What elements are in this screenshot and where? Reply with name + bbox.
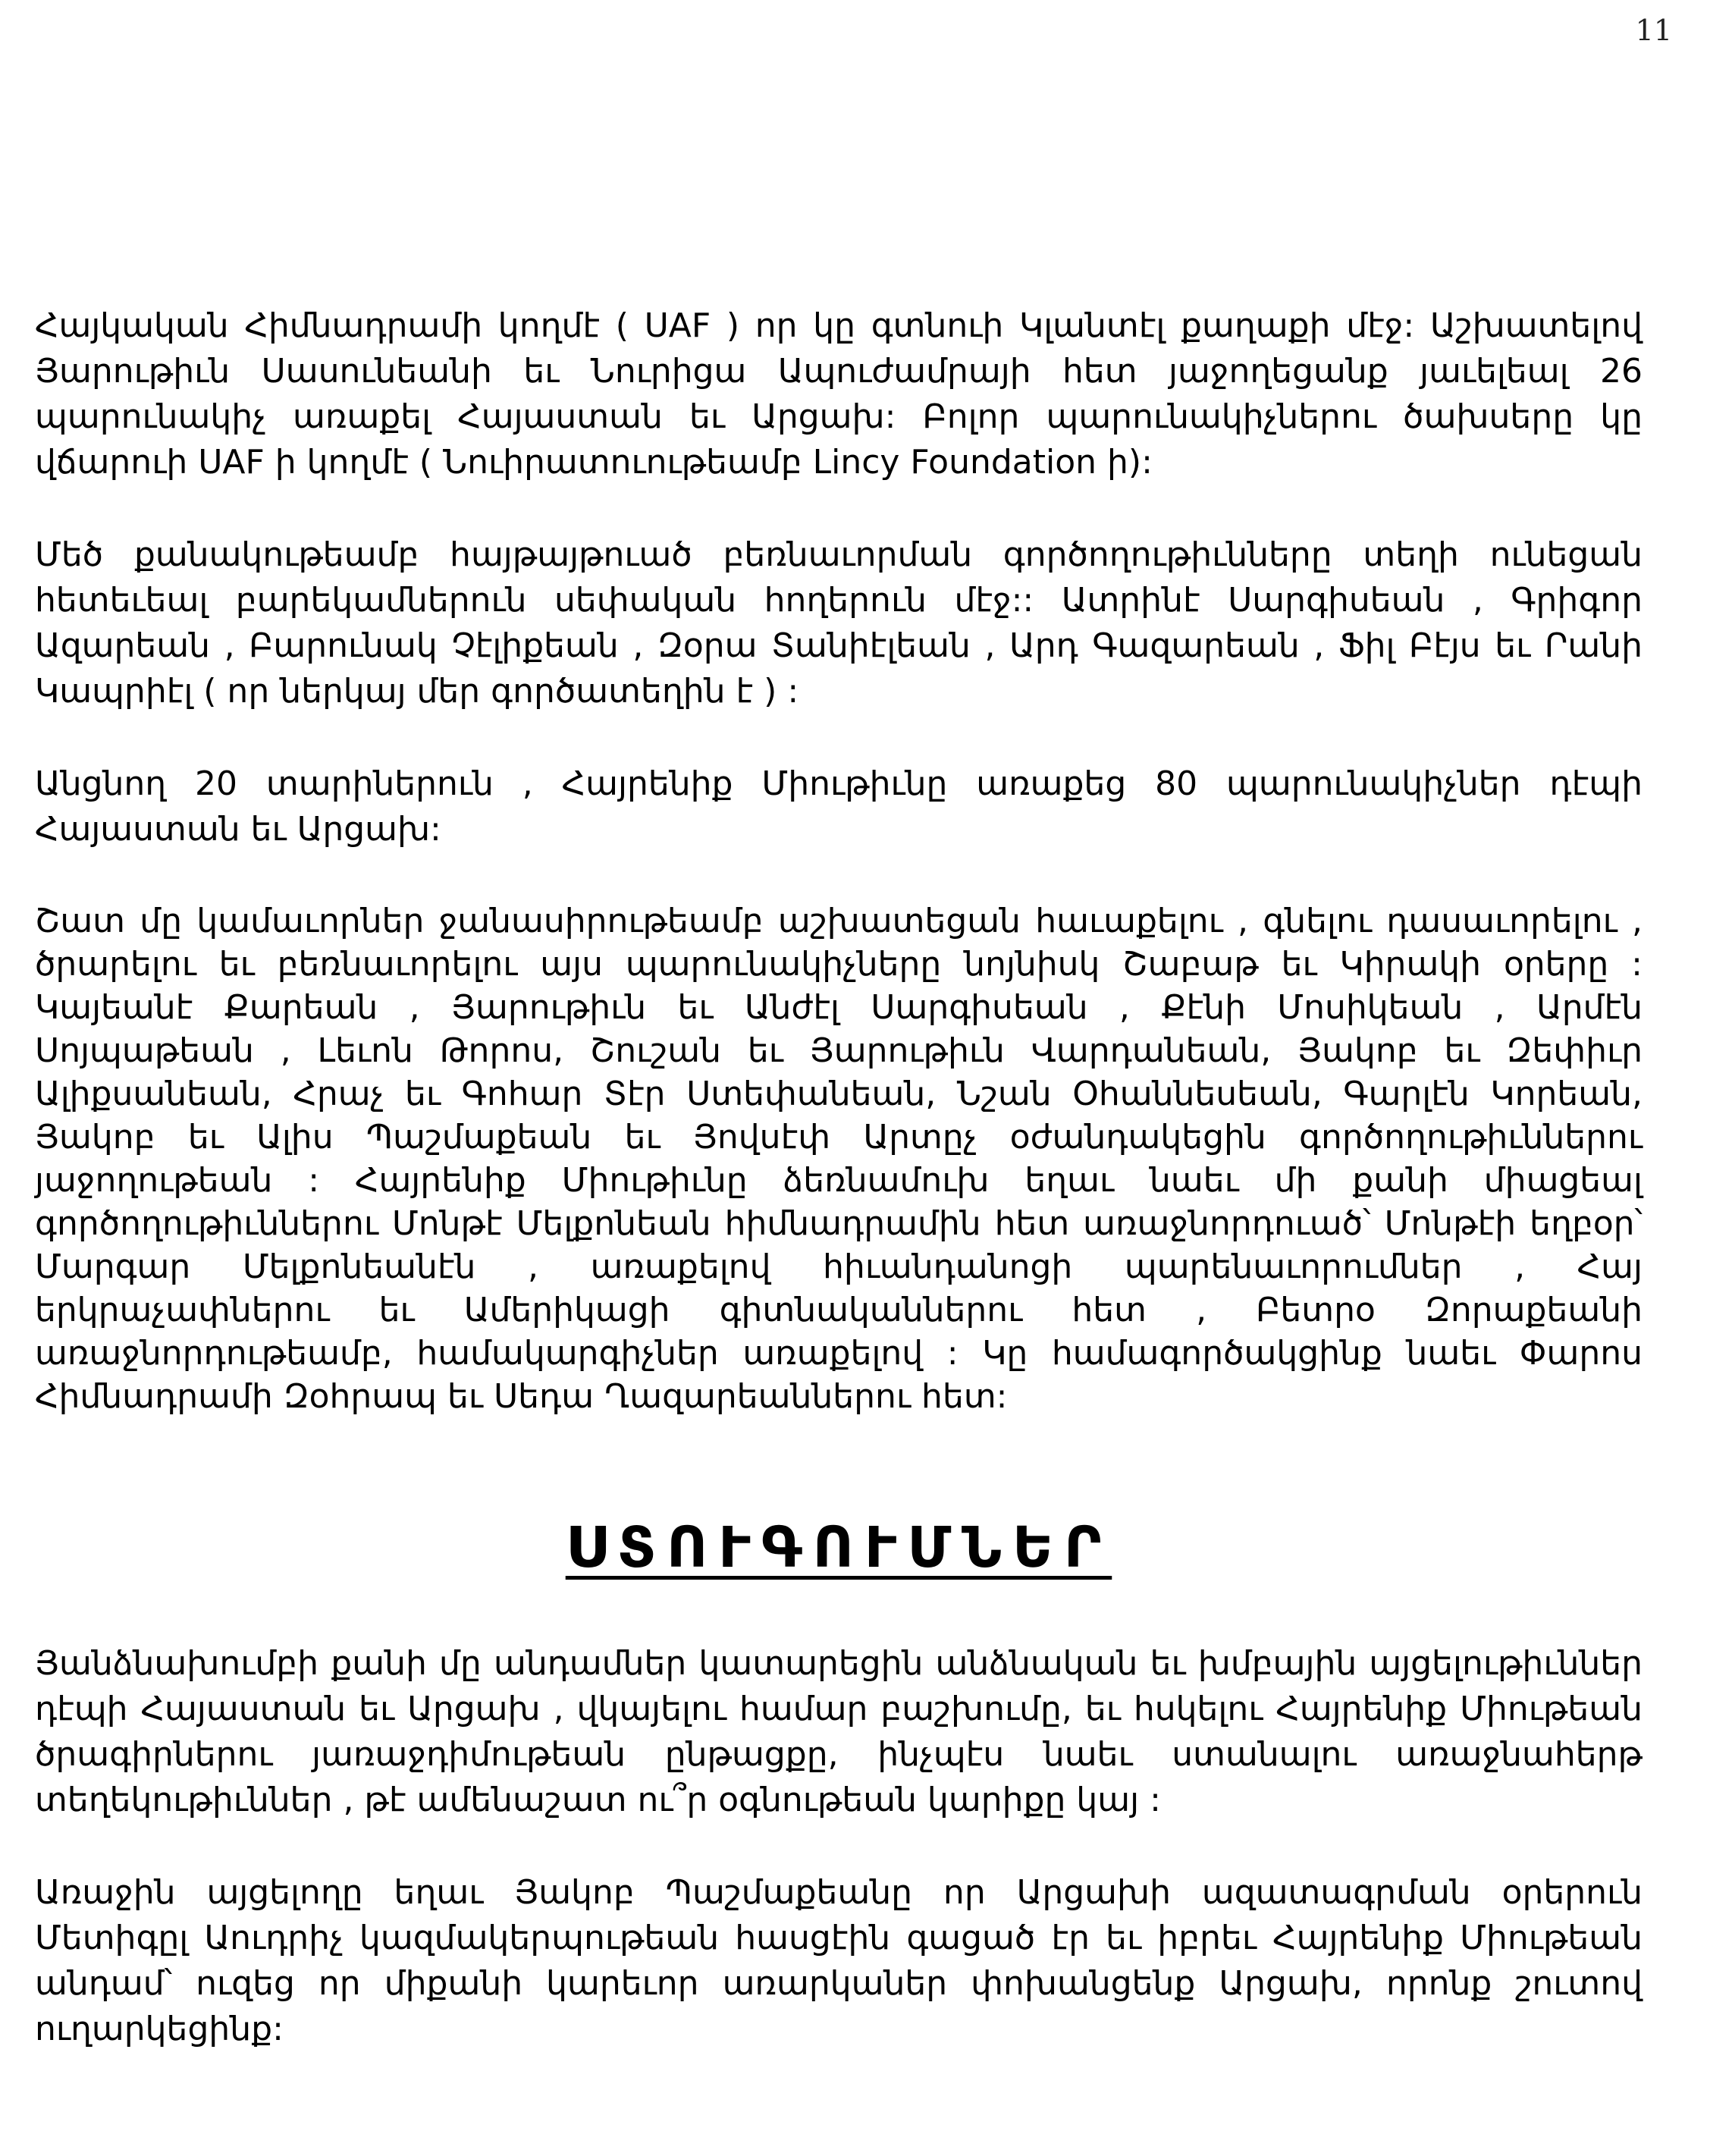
- paragraph-first-visitor: Առաջին այցելողը եղաւ Յակոբ Պաշմաքեանը որ Արցախի ազատագրման օրերուն Մետիգըլ Աուդրիչ կազմակերպութեան հասցէին գացած էր եւ իբրեւ Հայրենիք Միութեան անդամ՝ ուզեց որ միքանի կարեւոր առարկաներ փոխանցենք Արցախ, որոնք շուտով ուղարկեցինք:: [35, 1873, 1643, 2048]
- paragraph-volunteers: Շատ մը կամաւորներ ջանասիրութեամբ աշխատեցան հաւաքելու , գնելու դասաւորելու , ծրարելու եւ բեռնաւորելու այս պարունակիչները նոյնիսկ Շաբաթ եւ Կիրակի օրերը : Կայեանէ Քարեան , Յարութիւն եւ Անժէլ Սարգիսեան , Քէնի Մոսիկեան , Արմէն Սոյպաթեան , Լեւոն Թորոս, Շուշան եւ Յարութիւն Վարդանեան, Յակոբ եւ Զեփիւր Ալիքսանեան, Հրաչ եւ Գոհար Տէր Ստեփանեան, Նշան Օհաննեսեան, Գարլէն Կորեան, Յակոբ եւ Ալիս Պաշմաքեան եւ Յովսէփ Արտըչ օժանդակեցին գործողութիւններու յաջողութեան : Հայրենիք Միութիւնը ձեռնամուխ եղաւ նաեւ մի քանի միացեալ գործողութիւններու Մոնթէ Մելքոնեան հիմնադրամին հետ առաջնորդուած՝ Մոնթէի եղբօր՝ Մարգար Մելքոնեանէն , առաքելով հիւանդանոցի պարենաւորումներ , Հայ երկրաչափներու եւ Ամերիկացի գիտնականներու հետ , Բետրօ Զորաքեանի առաջնորդութեամբ, համակարգիչներ առաքելով : Կը համագործակցինք նաեւ Փարոս Հիմնադրամի Զօհրապ եւ Սեդա Ղազարեաններու հետ:: [35, 902, 1643, 1416]
- paragraph-twenty-years: Անցնող 20 տարիներուն , Հայրենիք Միութիւնը առաքեց 80 պարունակիչներ դէպի Հայաստան եւ Արցախ:: [35, 764, 1643, 849]
- paragraph-committee-visits: Յանձնախումբի քանի մը անդամներ կատարեցին անձնական եւ խմբային այցելութիւններ դէպի Հայաստան եւ Արցախ , վկայելու համար բաշխումը, եւ հսկելու Հայրենիք Միութեան ծրագիրներու յառաջդիմութեան ընթացքը, ինչպէս նաեւ ստանալու առաջնահերթ տեղեկութիւններ , թէ ամենաշատ ու՞ր օգնութեան կարիքը կայ :: [35, 1644, 1643, 1819]
- section-heading: ՍՏՈՒԳՈՒՄՆԵՐ: [565, 1515, 1112, 1580]
- paragraph-uaf-containers: Հայկական Հիմնադրամի կողմէ ( UAF ) որ կը գտնուի Կլանտէլ քաղաքի մէջ: Աշխատելով Յարութիւն Սասունեանի եւ Նուրիցա Ապուժամրայի հետ յաջողեցանք յաւելեալ 26 պարունակիչ առաքել Հայաստան եւ Արցախ: Բոլոր պարունակիչներու ծախսերը կը վճարուի UAF ի կողմէ ( Նուիրատուութեամբ Lincy Foundation ի):: [35, 306, 1643, 482]
- document-body: [35, 303, 1643, 2099]
- paragraph-loading-operations: Մեծ քանակութեամբ հայթայթուած բեռնաւորման գործողութիւնները տեղի ունեցան հետեւեալ բարեկամներուն սեփական հողերուն մէջ:: Ատրինէ Սարգիսեան , Գրիգոր Ազարեան , Բարունակ Չէլիքեան , Զօրա Տանիէլեան , Արդ Գազարեան , Ֆիլ Բէյս եւ Րանի Կապրիէլ ( որ ներկայ մեր գործատեղին է ) :: [35, 535, 1643, 711]
- page-number: 11: [1635, 14, 1672, 47]
